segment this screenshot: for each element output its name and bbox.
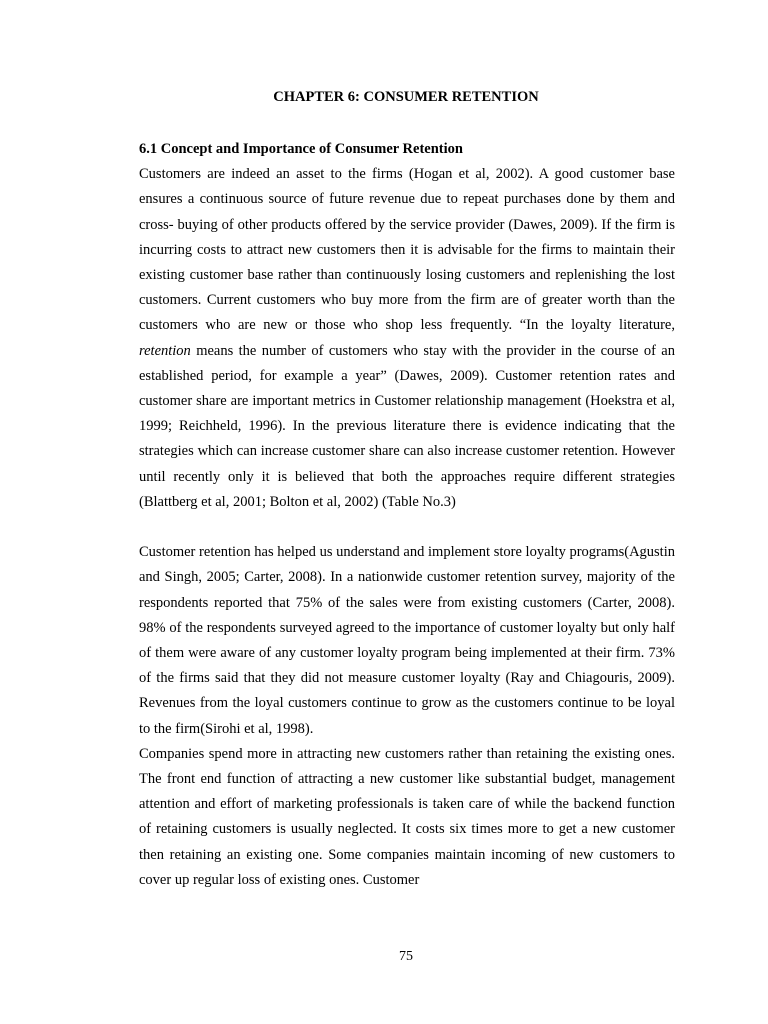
chapter-title: CHAPTER 6: CONSUMER RETENTION xyxy=(273,89,539,105)
paragraph-1 xyxy=(139,162,675,515)
paragraph-3: Companies spend more in attracting new customers rather than retaining the existing ones. The front end function of attracting a new customer like substantial budget, management attention and effort of marketing professionals is taken care of while the backend function of retaining customers is usually neglected. It costs six times more to get a new customer then retaining an existing one. Some companies maintain incoming of new customers to cover up regular loss of existing ones. Customer xyxy=(139,745,675,888)
page-number: 75 xyxy=(399,949,413,964)
section-heading: 6.1 Concept and Importance of Consumer Retention xyxy=(139,141,463,157)
paragraph-2: Customer retention has helped us understand and implement store loyalty programs(Agustin and Singh, 2005; Carter, 2008). In a nationwide customer retention survey, majority of the respondents reported that 75% of the sales were from existing customers (Carter, 2008). 98% of the respondents surveyed agreed to the importance of customer loyalty but only half of them were aware of any customer loyalty program being implemented at their firm. 73% of the firms said that they did not measure customer loyalty (Ray and Chiagouris, 2009). Revenues from the loyal customers continue to grow as the customers continue to be loyal to the firm(Sirohi et al, 1998). xyxy=(139,544,675,737)
paragraph-1-text-start: Customers are indeed an asset to the firms (Hogan et al, 2002). A good customer base ensures a continuous source of future revenue due to repeat purchases done by them and cross- buying of other products offered by the service provider (Dawes, 2009). If the firm is incurring costs to attract new customers then it is advisable for the firms to maintain their existing customer base rather than continuously losing customers and replenishing the lost customers. Current customers who buy more from the firm are of greater worth than the customers who are new or those who shop less frequently. “In the loyalty literature, xyxy=(139,166,675,334)
paragraph-1-text-end: means the number of customers who stay with the provider in the course of an established period, for example a year” (Dawes, 2009). Customer retention rates and customer share are important metrics in Customer relationship management (Hoekstra et al, 1999; Reichheld, 1996). In the previous literature there is evidence indicating that the strategies which can increase customer share can also increase customer retention. However until recently only it is believed that both the approaches require different strategies (Blattberg et al, 2001; Bolton et al, 2002) (Table No.3) xyxy=(139,342,675,510)
document-body xyxy=(139,137,675,893)
paragraph-1-italic-term: retention xyxy=(139,342,191,359)
